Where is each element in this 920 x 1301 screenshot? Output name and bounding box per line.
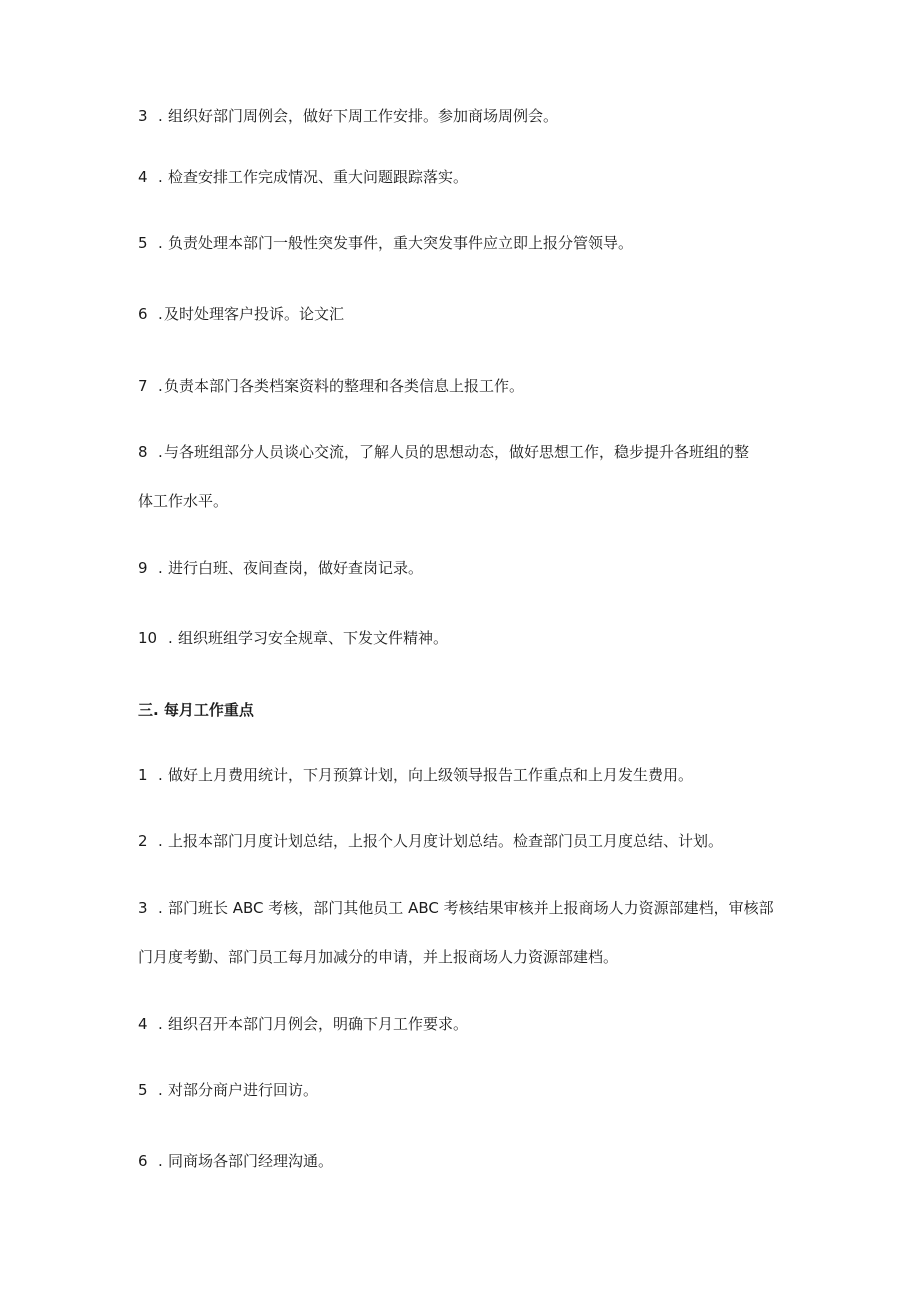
- item-number: 3: [138, 899, 148, 917]
- item-number: 7: [138, 377, 148, 395]
- item-text: 负责本部门各类档案资料的整理和各类信息上报工作。: [164, 377, 525, 395]
- item-text: 部门班长 ABC 考核，部门其他员工 ABC 考核结果审核并上报商场人力资源部建档，审核部: [168, 899, 774, 917]
- item-number: 9: [138, 559, 148, 577]
- item-text: 检查安排工作完成情况、重大问题跟踪落实。: [168, 168, 469, 186]
- item-text: 做好上月费用统计，下月预算计划，向上级领导报告工作重点和上月发生费用。: [168, 766, 694, 784]
- item-number: 8: [138, 443, 148, 461]
- item-number: 2: [138, 832, 148, 850]
- item-text: 及时处理客户投诉。论文汇: [164, 305, 345, 323]
- list-item: 9 . 进行白班、夜间查岗，做好查岗记录。: [138, 559, 424, 577]
- list-item: 4 . 检查安排工作完成情况、重大问题跟踪落实。: [138, 168, 469, 186]
- item-number: 3: [138, 107, 148, 125]
- item-number: 4: [138, 1015, 148, 1033]
- item-text: 组织召开本部门月例会，明确下月工作要求。: [168, 1015, 469, 1033]
- list-item: 6 .及时处理客户投诉。论文汇: [138, 305, 345, 323]
- list-item: 5 . 负责处理本部门一般性突发事件，重大突发事件应立即上报分管领导。: [138, 234, 634, 252]
- list-item: 5 . 对部分商户进行回访。: [138, 1081, 319, 1099]
- item-number: 4: [138, 168, 148, 186]
- list-item-continuation: 体工作水平。: [138, 492, 229, 510]
- list-item: 10 . 组织班组学习安全规章、下发文件精神。: [138, 629, 449, 647]
- item-text: 负责处理本部门一般性突发事件，重大突发事件应立即上报分管领导。: [168, 234, 634, 252]
- item-text: 组织好部门周例会，做好下周工作安排。参加商场周例会。: [168, 107, 559, 125]
- list-item: 6 . 同商场各部门经理沟通。: [138, 1152, 334, 1170]
- list-item-continuation: 门月度考勤、部门员工每月加减分的申请，并上报商场人力资源部建档。: [138, 948, 619, 966]
- list-item: 3 . 部门班长 ABC 考核，部门其他员工 ABC 考核结果审核并上报商场人力资源部建档，审核部: [138, 899, 774, 917]
- item-number: 5: [138, 234, 148, 252]
- list-item: 2 . 上报本部门月度计划总结，上报个人月度计划总结。检查部门员工月度总结、计划。: [138, 832, 724, 850]
- item-text: 上报本部门月度计划总结，上报个人月度计划总结。检查部门员工月度总结、计划。: [168, 832, 724, 850]
- item-text: 同商场各部门经理沟通。: [168, 1152, 334, 1170]
- list-item: 1 . 做好上月费用统计，下月预算计划，向上级领导报告工作重点和上月发生费用。: [138, 766, 694, 784]
- item-text: 与各班组部分人员谈心交流，了解人员的思想动态，做好思想工作，稳步提升各班组的整: [164, 443, 750, 461]
- list-item: 3 . 组织好部门周例会，做好下周工作安排。参加商场周例会。: [138, 107, 559, 125]
- list-item: 7 .负责本部门各类档案资料的整理和各类信息上报工作。: [138, 377, 525, 395]
- item-text: 进行白班、夜间查岗，做好查岗记录。: [168, 559, 424, 577]
- item-number: 6: [138, 305, 148, 323]
- list-item: 4 . 组织召开本部门月例会，明确下月工作要求。: [138, 1015, 469, 1033]
- item-text: 组织班组学习安全规章、下发文件精神。: [178, 629, 449, 647]
- section-heading: 三. 每月工作重点: [138, 701, 254, 719]
- list-item: 8 .与各班组部分人员谈心交流，了解人员的思想动态，做好思想工作，稳步提升各班组的整: [138, 443, 750, 461]
- item-number: 6: [138, 1152, 148, 1170]
- item-number: 10: [138, 629, 158, 647]
- item-number: 1: [138, 766, 148, 784]
- item-number: 5: [138, 1081, 148, 1099]
- item-text: 对部分商户进行回访。: [168, 1081, 319, 1099]
